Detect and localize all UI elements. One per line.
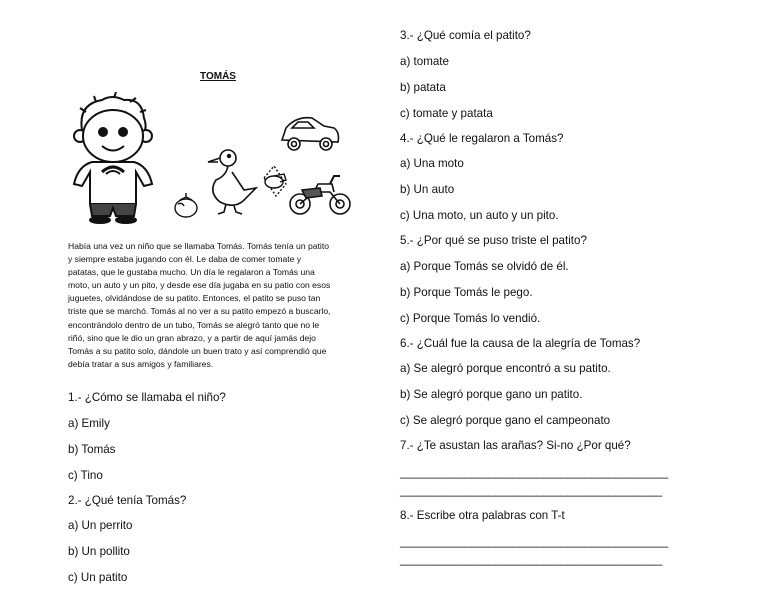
option-4a: a) Una moto <box>400 157 464 170</box>
story-line: debía tratar a sus amigos y familiares. <box>68 358 214 369</box>
story-text <box>68 240 368 371</box>
story-line: y siempre estaba jugando con él. Le daba de comer tomate y <box>68 254 302 265</box>
option-4c: c) Una moto, un auto y un pito. <box>400 209 559 222</box>
whistle-drawing <box>264 166 286 196</box>
motorcycle-drawing <box>290 176 350 214</box>
question-1: 1.- ¿Cómo se llamaba el niño? <box>68 391 226 404</box>
page-title: TOMÁS <box>200 71 236 82</box>
duck-drawing <box>208 150 256 214</box>
story-line: encontrándolo dentro de un tubo, Tomás se alegró tanto que no le <box>68 319 320 330</box>
answer-line-8a[interactable]: _____________________________________________ <box>400 535 668 548</box>
option-2a: a) Un perrito <box>68 519 133 532</box>
option-6c: c) Se alegró porque gano el campeonato <box>400 414 611 427</box>
option-3c: c) tomate y patata <box>400 107 493 120</box>
option-4b: b) Un auto <box>400 183 455 196</box>
answer-line-7a[interactable]: _____________________________________________ <box>400 466 668 479</box>
answer-line-8b[interactable]: ____________________________________________ <box>400 553 662 566</box>
car-drawing <box>282 118 339 150</box>
option-1c: c) Tino <box>68 469 103 482</box>
story-line: riñó, sino que le dio un gran abrazo, y a partir de aquí jamás dejo <box>68 332 316 343</box>
option-3b: b) patata <box>400 81 446 94</box>
answer-line-7b[interactable]: ____________________________________________ <box>400 484 662 497</box>
story-line: triste que se marchó. Tomás al no ver a su patito empezó a buscarlo, <box>68 306 331 317</box>
option-5c: c) Porque Tomás lo vendió. <box>400 312 541 325</box>
option-6a: a) Se alegró porque encontró a su patito. <box>400 362 611 375</box>
tomato-drawing <box>175 193 197 217</box>
question-2: 2.- ¿Qué tenía Tomás? <box>68 494 187 507</box>
story-line: patatas, que le gustaba mucho. Un día le regalaron a Tomás una <box>68 267 315 278</box>
boy-drawing <box>74 92 152 223</box>
story-line: juguetes, olvidándose de su patito. Entonces, el patito se puso tan <box>68 293 321 304</box>
option-5b: b) Porque Tomás le pego. <box>400 286 533 299</box>
question-8: 8.- Escribe otra palabras con T-t <box>400 509 565 522</box>
story-line: moto, un auto y un pito, y desde ese día jugaba en su patio con esos <box>68 280 331 291</box>
question-6: 6.- ¿Cuál fue la causa de la alegría de Tomas? <box>400 337 641 350</box>
option-3a: a) tomate <box>400 55 449 68</box>
question-7: 7.- ¿Te asustan las arañas? Si-no ¿Por qué? <box>400 439 631 452</box>
story-illustration <box>68 92 353 224</box>
option-6b: b) Se alegró porque gano un patito. <box>400 388 583 401</box>
story-line: Tomás a su patito solo, dándole un buen trato y así comprendió que <box>68 345 327 356</box>
story-line: Había una vez un niño que se llamaba Tomás. Tomás tenía un patito <box>68 241 330 251</box>
question-5: 5.- ¿Por qué se puso triste el patito? <box>400 234 587 247</box>
option-2c: c) Un patito <box>68 571 128 584</box>
question-4: 4.- ¿Qué le regalaron a Tomás? <box>400 132 564 145</box>
question-3: 3.- ¿Qué comía el patito? <box>400 29 531 42</box>
option-1a: a) Emily <box>68 417 110 430</box>
option-5a: a) Porque Tomás se olvidó de él. <box>400 260 569 273</box>
option-1b: b) Tomás <box>68 443 116 456</box>
option-2b: b) Un pollito <box>68 545 130 558</box>
